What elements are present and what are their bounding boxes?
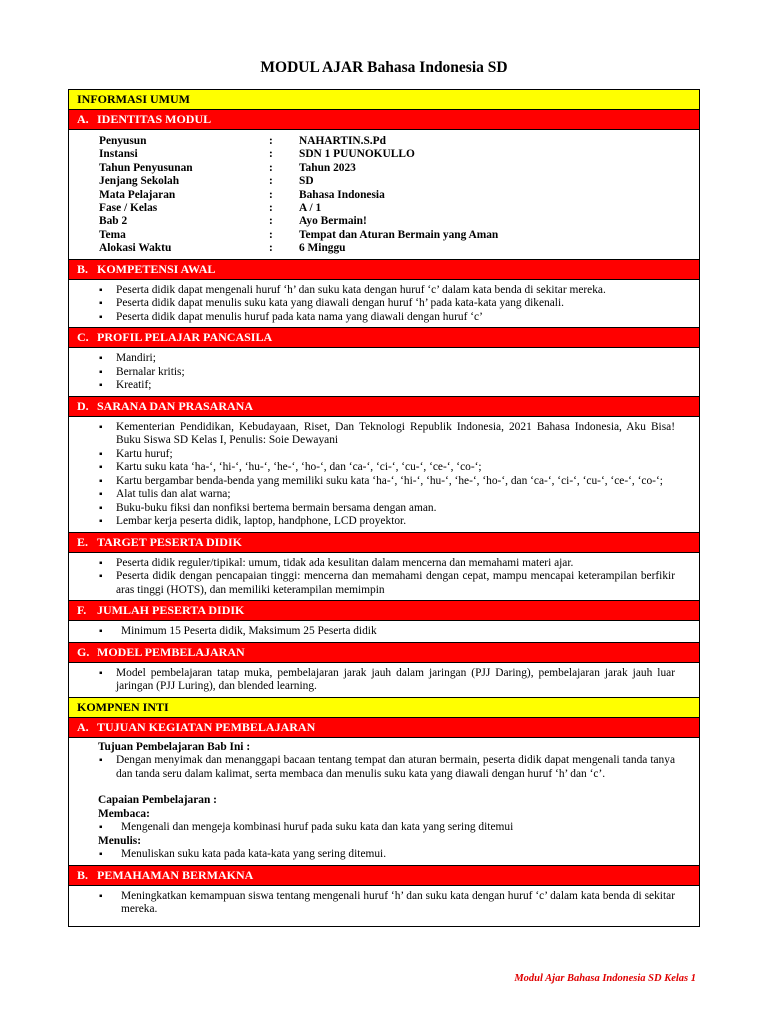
- identitas-key: Jenjang Sekolah: [99, 175, 180, 188]
- section-label: JUMLAH PESERTA DIDIK: [97, 603, 245, 618]
- section-letter: D.: [77, 398, 89, 413]
- identitas-key: Mata Pelajaran: [99, 188, 176, 201]
- section-d-header: [69, 397, 699, 417]
- membaca-list: [98, 821, 675, 835]
- list-item: ▪ Menuliskan suku kata pada kata-kata yang sering ditemui.: [121, 848, 675, 862]
- section-letter: A.: [77, 112, 89, 126]
- section-label: KOMPETENSI AWAL: [97, 261, 216, 276]
- identitas-colon: :: [269, 188, 273, 201]
- identitas-value: Ayo Bermain!: [299, 215, 367, 228]
- capaian-heading: Capaian Pembelajaran :: [98, 794, 217, 807]
- target-list: [69, 553, 699, 601]
- section-label: IDENTITAS MODUL: [97, 112, 212, 126]
- list-item: ▪ Kartu suku kata ‘ha-‘, ‘hi-‘, ‘hu-‘, ‘he-‘, ‘ho-‘, dan ‘ca-‘, ‘ci-‘, ‘cu-‘, ‘ce-‘, ‘co-‘;: [116, 461, 675, 475]
- identitas-colon: :: [269, 175, 273, 188]
- tujuan-heading: Tujuan Pembelajaran Bab Ini :: [98, 740, 251, 753]
- model-list: [69, 663, 699, 697]
- list-item: ▪ Peserta didik dengan pencapaian tinggi: mencerna dan memahami dengan cepat, mampu mencapai keterampilan berfikir aras tinggi (HOTS), dan memiliki keterampilan memimpin: [116, 570, 675, 597]
- identitas-colon: :: [269, 148, 273, 161]
- list-item: ▪ Dengan menyimak dan menanggapi bacaan tentang tempat dan aturan bermain, peserta didik dapat mengenali tanda tanya dan tanda seru dalam kalimat, serta membaca dan menulis suku kata yang diawali dengan huruf ‘h’ dan ‘c’.: [116, 754, 675, 781]
- identitas-key: Instansi: [99, 148, 138, 161]
- section-letter: C.: [77, 330, 89, 345]
- section-label: TUJUAN KEGIATAN PEMBELAJARAN: [97, 719, 316, 734]
- informasi-umum-header: [69, 90, 699, 110]
- list-item: ▪ Peserta didik reguler/tipikal: umum, tidak ada kesulitan dalam mencerna dan memahami materi ajar.: [116, 557, 675, 571]
- menulis-list: [98, 848, 675, 862]
- identitas-row: [99, 215, 699, 228]
- identitas-value: SD: [299, 175, 314, 188]
- pemahaman-list: [69, 886, 699, 920]
- membaca-heading: Membaca:: [98, 807, 150, 820]
- section-letter: F.: [77, 603, 87, 618]
- section-a-header: [69, 110, 699, 130]
- list-item: ▪ Kementerian Pendidikan, Kebudayaan, Riset, Dan Teknologi Republik Indonesia, 2021 Bahasa Indonesia, Aku Bisa! Buku Siswa SD Kelas I, Penulis: Soie Dewayani: [116, 421, 675, 448]
- identitas-row: [99, 202, 699, 215]
- list-item: ▪ Buku-buku fiksi dan nonfiksi bertema bermain bersama dengan aman.: [116, 502, 675, 516]
- identitas-row: [99, 242, 699, 255]
- identitas-key: Tema: [99, 228, 126, 241]
- document-title: MODUL AJAR Bahasa Indonesia SD: [260, 59, 508, 76]
- section-letter: G.: [77, 644, 90, 659]
- identitas-row: [99, 148, 699, 161]
- tujuan-list: [98, 754, 675, 781]
- identitas-colon: :: [269, 201, 273, 214]
- identitas-value: Tahun 2023: [299, 161, 356, 174]
- section-letter: B.: [77, 867, 89, 882]
- identitas-row: [99, 162, 699, 175]
- sarana-list: [69, 417, 699, 532]
- jumlah-list: [69, 621, 699, 642]
- menulis-heading: Menulis:: [98, 834, 142, 847]
- section-label: PROFIL PELAJAR PANCASILA: [97, 330, 273, 345]
- identitas-row: [99, 175, 699, 188]
- section-e-header: [69, 533, 699, 553]
- identitas-row: [99, 189, 699, 202]
- section-g-header: [69, 643, 699, 663]
- kompetensi-awal-list: [69, 280, 699, 328]
- module-table: [68, 89, 700, 927]
- inti-section-a-header: [69, 718, 699, 738]
- list-item: ▪ Meningkatkan kemampuan siswa tentang mengenali huruf ‘h’ dan suku kata dengan huruf ‘c’ dalam kata benda di sekitar mereka.: [121, 890, 675, 917]
- identitas-colon: :: [269, 215, 273, 228]
- tujuan-block: [69, 738, 699, 866]
- identitas-value: NAHARTIN.S.Pd: [299, 135, 386, 147]
- list-item: ▪ Bernalar kritis;: [116, 366, 675, 380]
- list-item: ▪ Lembar kerja peserta didik, laptop, handphone, LCD proyektor.: [116, 515, 675, 529]
- section-letter: E.: [77, 534, 89, 549]
- identitas-key: Penyusun: [99, 135, 147, 147]
- section-c-header: [69, 328, 699, 348]
- identitas-value: Tempat dan Aturan Bermain yang Aman: [299, 228, 499, 241]
- list-item: ▪ Peserta didik dapat mengenali huruf ‘h’ dan suku kata dengan huruf ‘c’ dalam kata benda di sekitar mereka.: [116, 284, 675, 298]
- section-letter: B.: [77, 261, 89, 276]
- komponen-inti-label: KOMPNEN INTI: [77, 699, 169, 714]
- identitas-key: Bab 2: [99, 215, 128, 228]
- identitas-key: Alokasi Waktu: [99, 242, 172, 255]
- profil-pancasila-list: [69, 348, 699, 396]
- identitas-key: Fase / Kelas: [99, 201, 158, 214]
- identitas-colon: :: [269, 242, 273, 255]
- identitas-table: [69, 130, 699, 260]
- section-label: TARGET PESERTA DIDIK: [97, 534, 242, 549]
- list-item: ▪ Peserta didik dapat menulis huruf pada kata nama yang diawali dengan huruf ‘c’: [116, 311, 675, 325]
- list-item: ▪ Minimum 15 Peserta didik, Maksimum 25 Peserta didik: [121, 625, 675, 639]
- identitas-value: A / 1: [299, 201, 322, 214]
- list-item: ▪ Alat tulis dan alat warna;: [116, 488, 675, 502]
- list-item: ▪ Model pembelajaran tatap muka, pembelajaran jarak jauh dalam jaringan (PJJ Daring), pembelajaran jarak jauh luar jaringan (PJJ Luring), dan blended learning.: [116, 667, 675, 694]
- section-letter: A.: [77, 719, 89, 734]
- identitas-row: [99, 135, 699, 148]
- list-item: ▪ Kartu huruf;: [116, 448, 675, 462]
- section-f-header: [69, 601, 699, 621]
- identitas-colon: :: [269, 135, 273, 147]
- identitas-value: SDN 1 PUUNOKULLO: [299, 148, 415, 161]
- page-footer: Modul Ajar Bahasa Indonesia SD Kelas 1: [514, 973, 696, 984]
- identitas-value: Bahasa Indonesia: [299, 188, 385, 201]
- section-b-header: [69, 260, 699, 280]
- list-item: ▪ Peserta didik dapat menulis suku kata yang diawali dengan huruf ‘h’ pada kata-kata yang dikenali.: [116, 297, 675, 311]
- identitas-value: 6 Minggu: [299, 242, 346, 255]
- identitas-colon: :: [269, 161, 273, 174]
- inti-section-b-header: [69, 866, 699, 886]
- komponen-inti-header: [69, 698, 699, 718]
- section-label: SARANA DAN PRASARANA: [97, 398, 254, 413]
- section-label: PEMAHAMAN BERMAKNA: [97, 867, 254, 882]
- list-item: ▪ Mengenali dan mengeja kombinasi huruf pada suku kata dan kata yang sering ditemui: [121, 821, 675, 835]
- list-item: ▪ Mandiri;: [116, 352, 675, 366]
- list-item: ▪ Kreatif;: [116, 379, 675, 393]
- identitas-key: Tahun Penyusunan: [99, 161, 193, 174]
- identitas-row: [99, 229, 699, 242]
- list-item: ▪ Kartu bergambar benda-benda yang memiliki suku kata ‘ha-‘, ‘hi-‘, ‘hu-‘, ‘he-‘, ‘ho-‘, dan ‘ca-‘, ‘ci-‘, ‘cu-‘, ‘ce-‘, ‘co-‘;: [116, 475, 675, 489]
- informasi-umum-label: INFORMASI UMUM: [77, 92, 190, 106]
- identitas-colon: :: [269, 228, 273, 241]
- section-label: MODEL PEMBELAJARAN: [97, 644, 245, 659]
